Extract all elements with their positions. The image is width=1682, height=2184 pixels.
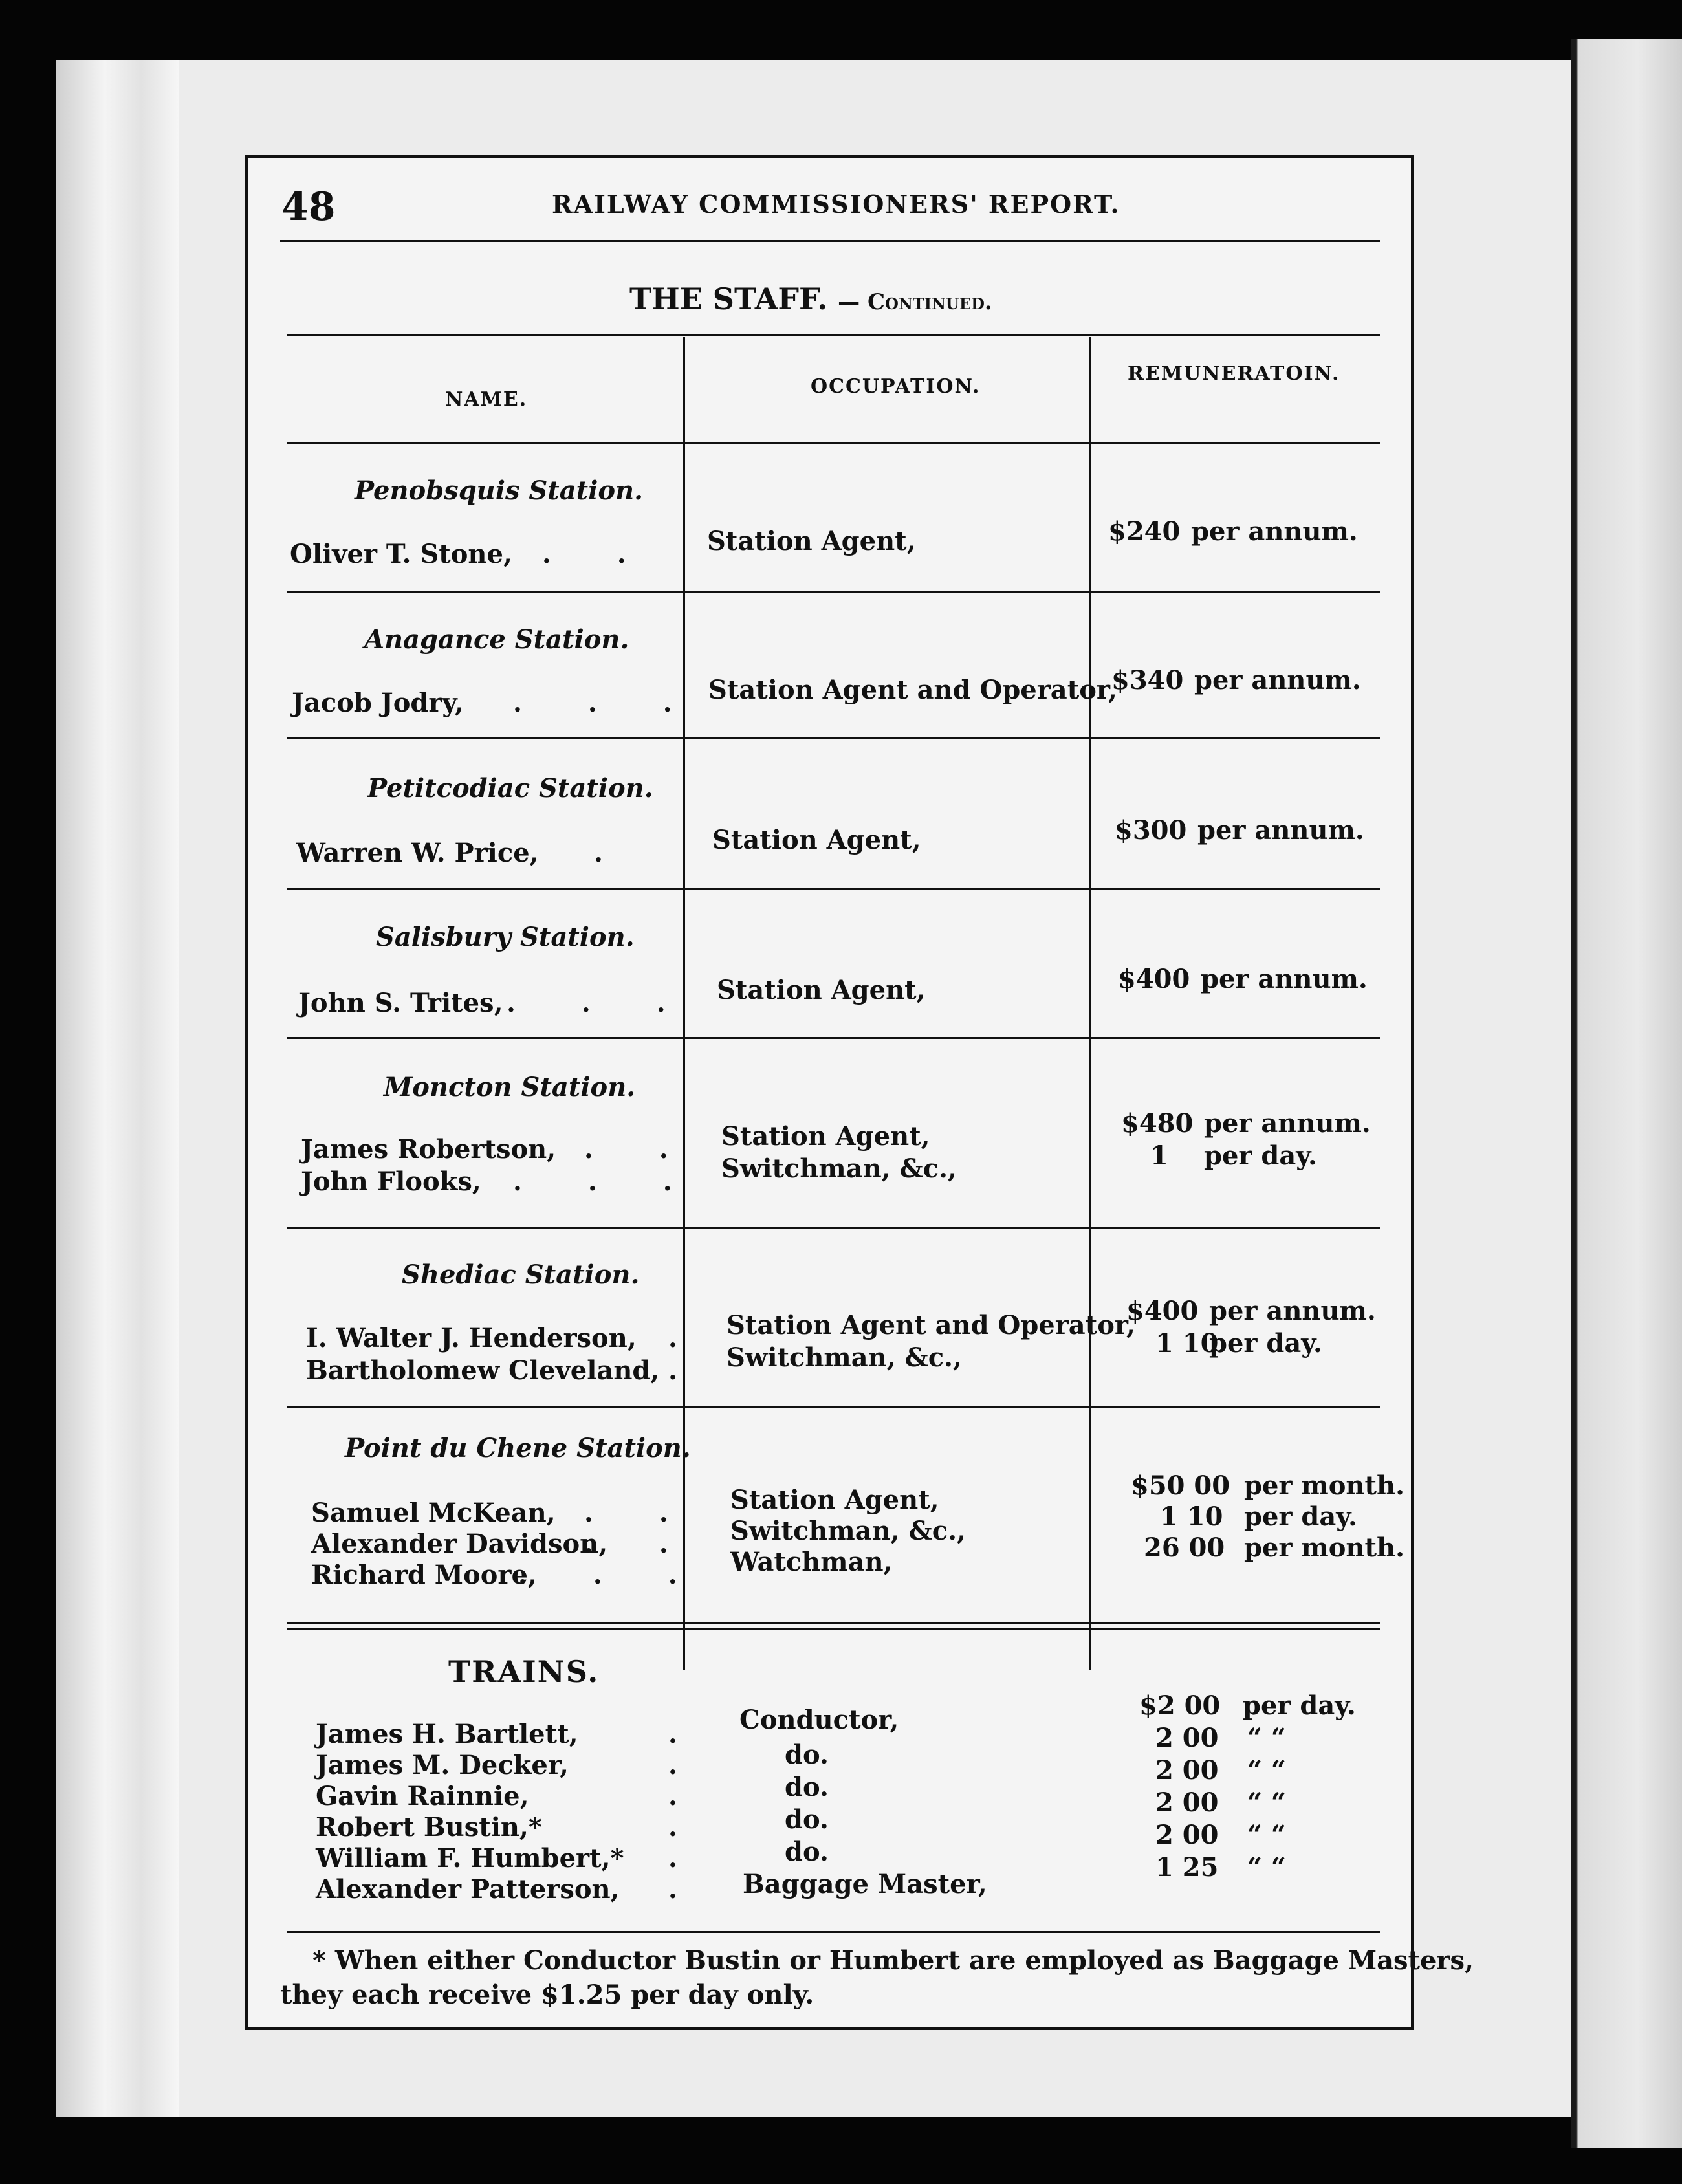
staff-title-continued: — Continued. (838, 289, 992, 315)
staff-name: Gavin Rainnie, (316, 1781, 529, 1811)
leader-dots: . (668, 1719, 706, 1749)
double-rule-bottom (287, 1628, 1380, 1630)
station-rule (287, 1037, 1380, 1039)
remuneration-amount: 1 25 (1155, 1852, 1219, 1883)
staff-occupation: Station Agent, (712, 825, 921, 855)
column-header-occupation: OCCUPATION. (811, 375, 981, 398)
remuneration-unit: per day. (1243, 1690, 1356, 1721)
remuneration-unit: per day. (1204, 1141, 1317, 1171)
staff-occupation: do. (785, 1740, 829, 1770)
remuneration-amount: $300 (1115, 815, 1187, 846)
remuneration-unit: per month. (1244, 1533, 1404, 1563)
remuneration-amount: 2 00 (1155, 1820, 1219, 1850)
leader-dots: . (668, 1781, 706, 1811)
column-header-remuneration: REMUNERATOIN. (1128, 362, 1340, 385)
remuneration-unit: per annum. (1209, 1296, 1376, 1326)
staff-occupation: Baggage Master, (743, 1869, 987, 1899)
staff-name: Alexander Patterson, (316, 1874, 620, 1905)
staff-name: James H. Bartlett, (316, 1719, 578, 1749)
station-heading-penobsquis: Penobsquis Station. (355, 475, 644, 506)
running-head: RAILWAY COMMISSIONERS' REPORT. (552, 190, 1120, 219)
staff-occupation: Conductor, (739, 1705, 899, 1735)
staff-occupation: Station Agent, (730, 1485, 939, 1515)
station-heading-moncton: Moncton Station. (384, 1072, 636, 1102)
remuneration-unit: per annum. (1197, 815, 1364, 846)
station-heading-point-du-chene: Point du Chene Station. (345, 1433, 691, 1463)
station-rule (287, 737, 1380, 739)
remuneration-unit: “ “ (1247, 1820, 1286, 1850)
remuneration-amount: 1 (1150, 1141, 1168, 1171)
remuneration-unit: “ “ (1247, 1787, 1286, 1818)
column-header-rule (287, 442, 1380, 444)
leader-dots: . . (542, 539, 655, 569)
remuneration-unit: per annum. (1191, 516, 1358, 547)
staff-occupation: Switchman, &c., (730, 1516, 966, 1546)
staff-occupation: Station Agent and Operator, (708, 675, 1117, 705)
staff-name: William F. Humbert,* (316, 1843, 624, 1873)
leader-dots: . (668, 1355, 706, 1386)
leader-dots: . (594, 838, 631, 868)
station-heading-anagance: Anagance Station. (364, 624, 629, 655)
staff-name: John Flooks, (301, 1166, 481, 1197)
remuneration-unit: per annum. (1204, 1108, 1371, 1139)
leader-dots: . (668, 1874, 706, 1905)
remuneration-amount: $50 00 (1131, 1470, 1230, 1501)
page-number: 48 (281, 184, 336, 230)
footnote-line-2: they each receive $1.25 per day only. (280, 1980, 814, 2010)
remuneration-amount: $2 00 (1139, 1690, 1221, 1721)
staff-name: Jacob Jodry, (292, 688, 464, 718)
station-rule (287, 888, 1380, 890)
remuneration-unit: per month. (1244, 1470, 1404, 1501)
leader-dots: . . (584, 1134, 697, 1164)
staff-name: Samuel McKean, (311, 1498, 556, 1528)
remuneration-amount: 1 10 (1155, 1328, 1219, 1359)
staff-name: James M. Decker, (316, 1750, 569, 1780)
remuneration-unit: “ “ (1247, 1723, 1286, 1753)
staff-name: Warren W. Price, (296, 838, 539, 868)
column-header-name: NAME. (445, 388, 528, 411)
remuneration-amount: $400 (1118, 964, 1190, 994)
station-heading-salisbury: Salisbury Station. (376, 922, 635, 952)
remuneration-unit: “ “ (1247, 1755, 1286, 1785)
staff-occupation: do. (785, 1837, 829, 1867)
leader-dots: . (668, 1812, 706, 1842)
staff-title (629, 281, 992, 316)
staff-name: Robert Bustin,* (316, 1812, 542, 1842)
staff-occupation: Station Agent, (721, 1121, 930, 1152)
remuneration-amount: $480 (1121, 1108, 1194, 1139)
staff-name: Alexander Davidson, (311, 1529, 608, 1559)
remuneration-amount: $240 (1108, 516, 1181, 547)
staff-occupation: Station Agent, (717, 975, 926, 1005)
header-rule (280, 240, 1380, 242)
remuneration-unit: per day. (1209, 1328, 1322, 1359)
remuneration-amount: 2 00 (1155, 1723, 1219, 1753)
remuneration-amount: 2 00 (1155, 1787, 1219, 1818)
remuneration-amount: $340 (1111, 665, 1184, 695)
staff-occupation: Watchman, (730, 1547, 893, 1577)
remuneration-amount: 2 00 (1155, 1755, 1219, 1785)
footnote-rule (287, 1931, 1380, 1933)
station-heading-petitcodiac: Petitcodiac Station. (367, 773, 653, 803)
remuneration-unit: per annum. (1194, 665, 1361, 695)
remuneration-unit: per annum. (1201, 964, 1368, 994)
staff-occupation: Switchman, &c., (721, 1153, 957, 1184)
remuneration-amount: 1 10 (1160, 1502, 1223, 1532)
page-edge (56, 60, 179, 2117)
staff-name: James Robertson, (301, 1134, 556, 1164)
leader-dots: . . . (507, 988, 694, 1018)
staff-name: Bartholomew Cleveland, (306, 1355, 660, 1386)
station-heading-shediac: Shediac Station. (402, 1260, 640, 1290)
leader-dots: . . . (513, 1166, 701, 1197)
title-rule (287, 334, 1380, 336)
leader-dots: . . . (513, 688, 701, 718)
staff-title-main: THE STAFF. (629, 281, 828, 316)
leader-dots: . . (584, 1529, 697, 1559)
remuneration-amount: $400 (1126, 1296, 1199, 1326)
remuneration-unit: “ “ (1247, 1852, 1286, 1883)
station-rule (287, 1227, 1380, 1229)
staff-name: John S. Trites, (298, 988, 503, 1018)
staff-occupation: do. (785, 1804, 829, 1835)
leader-dots: . . . (518, 1560, 706, 1590)
staff-occupation: do. (785, 1772, 829, 1802)
station-rule (287, 1406, 1380, 1408)
document-frame (245, 155, 1474, 2030)
footnote-line-1: * When either Conductor Bustin or Humbert are employed as Baggage Masters, (312, 1945, 1474, 1976)
staff-occupation: Station Agent and Operator, (726, 1310, 1135, 1340)
remuneration-amount: 26 00 (1144, 1533, 1225, 1563)
staff-name: I. Walter J. Henderson, (306, 1323, 637, 1353)
leader-dots: . (668, 1750, 706, 1780)
staff-name: Oliver T. Stone, (290, 539, 512, 569)
facing-page (1571, 39, 1682, 2148)
staff-occupation: Switchman, &c., (726, 1342, 962, 1373)
staff-occupation: Station Agent, (707, 526, 916, 556)
staff-name: Richard Moore, (311, 1560, 537, 1590)
column-divider-2 (1089, 337, 1091, 1670)
leader-dots: . (668, 1323, 706, 1353)
remuneration-unit: per day. (1244, 1502, 1357, 1532)
trains-heading: TRAINS. (448, 1654, 600, 1689)
leader-dots: . . (584, 1498, 697, 1528)
leader-dots: . (668, 1843, 706, 1873)
station-rule (287, 591, 1380, 593)
double-rule-top (287, 1622, 1380, 1624)
